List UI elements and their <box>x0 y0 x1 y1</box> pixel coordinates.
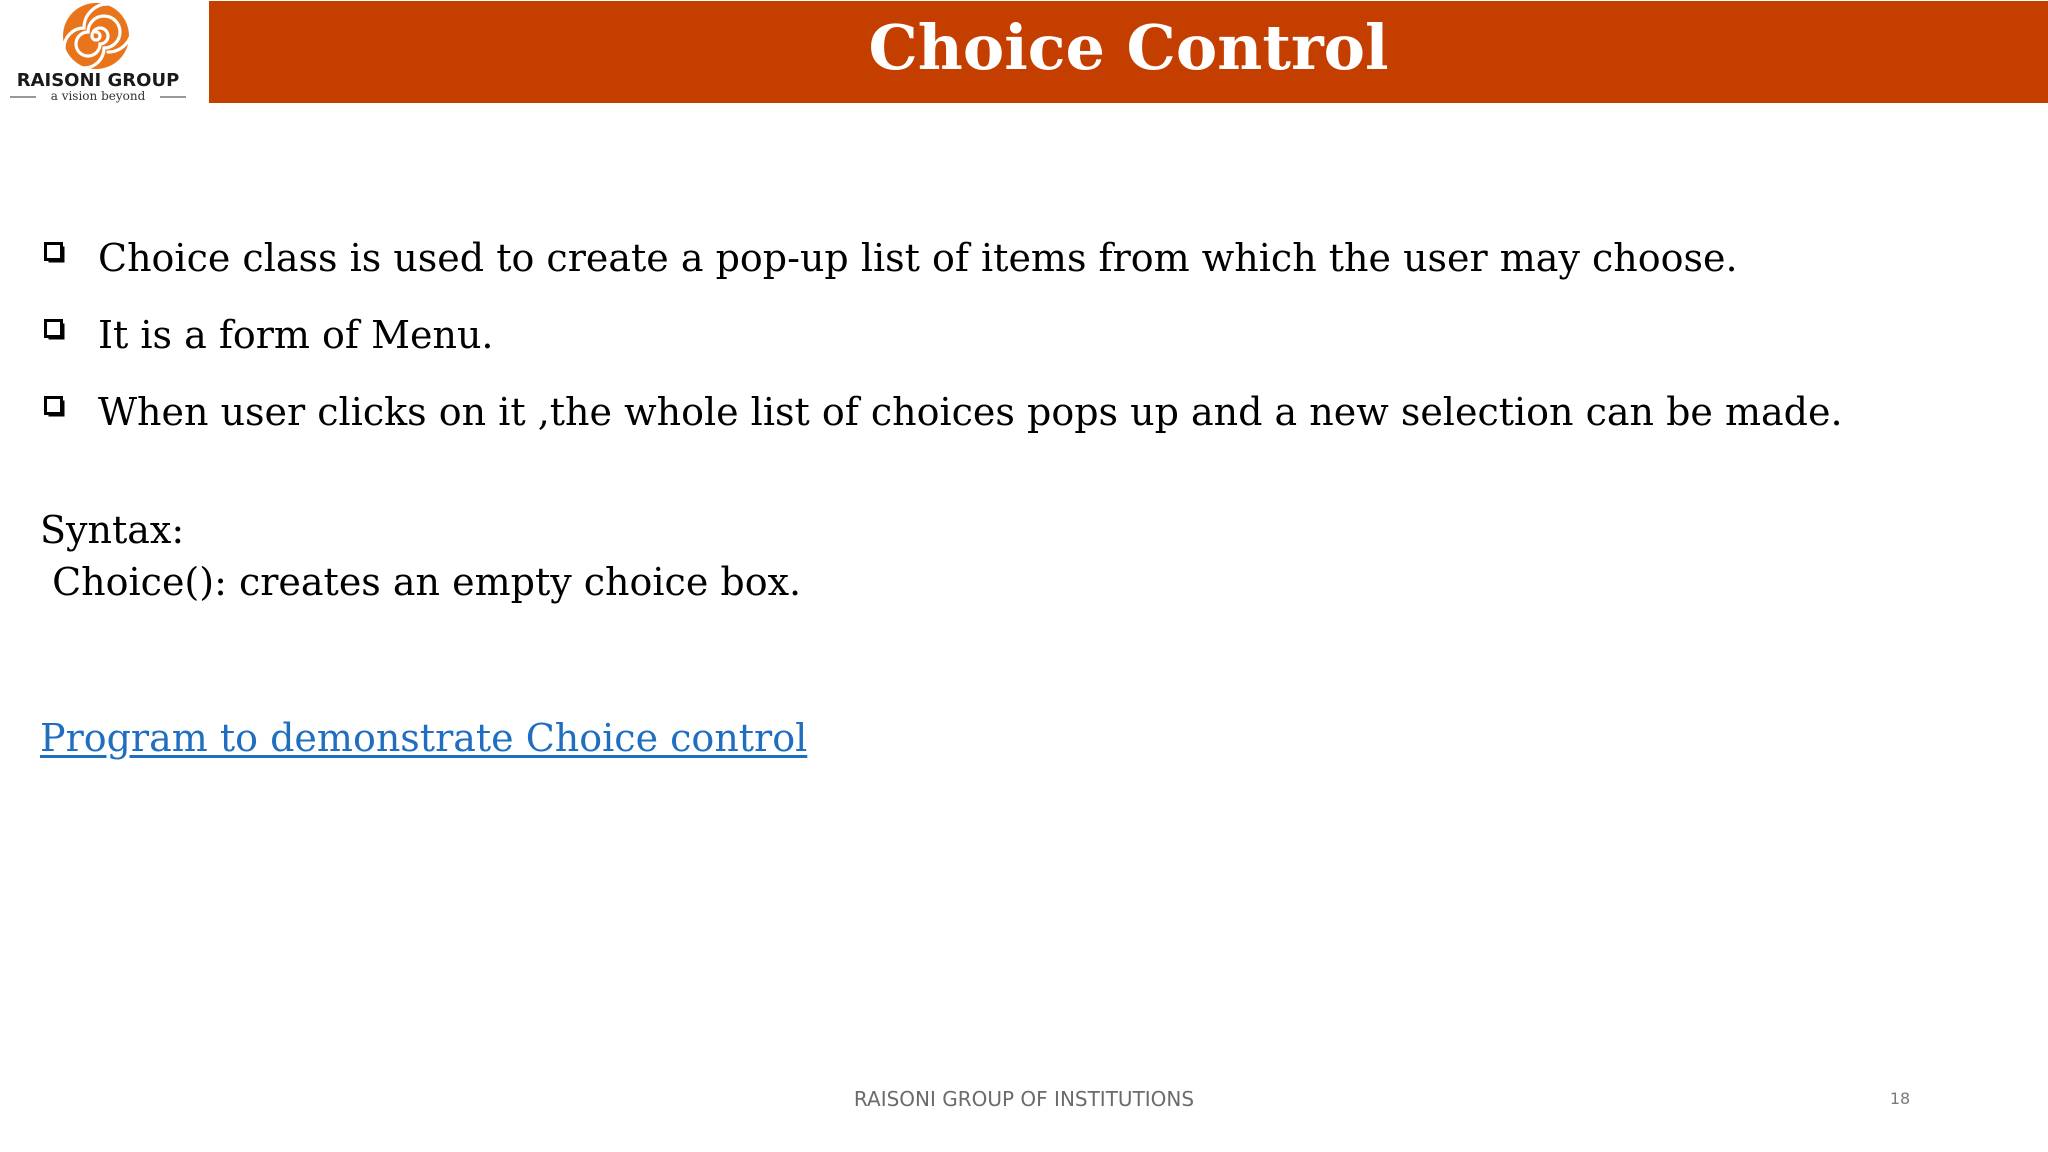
page-number: 18 <box>1889 1089 1911 1108</box>
program-demo-link[interactable]: Program to demonstrate Choice control <box>40 716 808 760</box>
title-bar <box>209 1 2048 103</box>
logo-tagline: a vision beyond <box>50 89 146 103</box>
syntax-description: Choice(): creates an empty choice box. <box>40 560 802 604</box>
hollow-square-bullet-icon <box>44 396 66 418</box>
slide-title: Choice Control <box>868 11 1389 84</box>
bullet-text: When user clicks on it ,the whole list of choices pops up and a new selection can be made. <box>98 390 1843 434</box>
spiral-logo-icon <box>0 0 206 104</box>
syntax-label: Syntax: <box>40 508 185 552</box>
raisoni-group-logo <box>0 0 206 104</box>
bullet-text: Choice class is used to create a pop-up list of items from which the user may choose. <box>98 236 1738 280</box>
hollow-square-bullet-icon <box>44 242 66 264</box>
hollow-square-bullet-icon <box>44 319 66 341</box>
logo-name: RAISONI GROUP <box>16 70 180 91</box>
bullet-text: It is a form of Menu. <box>98 313 494 357</box>
footer-text: RAISONI GROUP OF INSTITUTIONS <box>853 1087 1195 1111</box>
